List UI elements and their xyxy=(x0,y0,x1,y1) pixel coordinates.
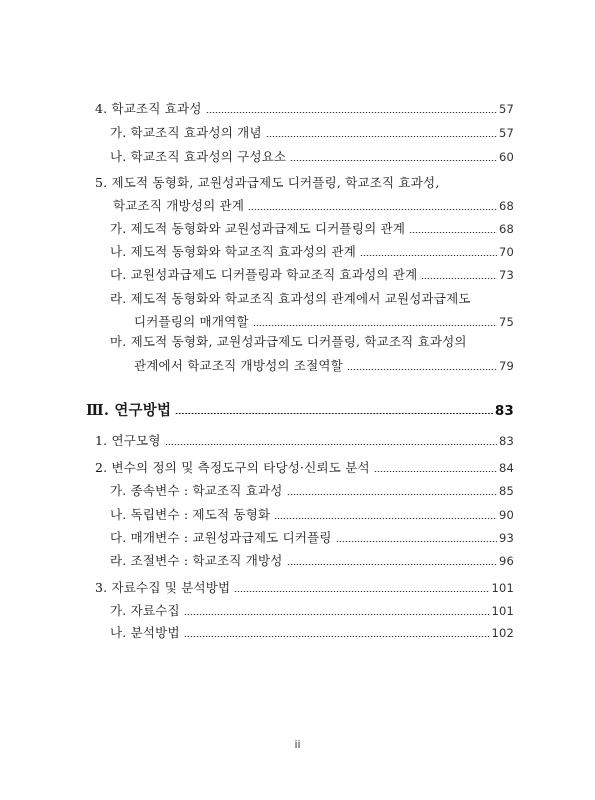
toc-entry xyxy=(110,530,514,546)
toc-entry-continuation xyxy=(113,198,514,214)
dot-leader xyxy=(253,325,497,326)
toc-entry-page: 68 xyxy=(498,222,514,236)
toc-entry-page: 57 xyxy=(498,126,514,140)
toc-entry xyxy=(110,603,514,619)
toc-entry-title: 다. 매개변수 : 교원성과급제도 디커플링 xyxy=(110,530,332,545)
toc-entry xyxy=(110,291,471,307)
toc-entry xyxy=(110,267,514,283)
dot-leader xyxy=(248,209,497,210)
toc-entry-page: 90 xyxy=(498,508,514,522)
toc-entry-page: 68 xyxy=(498,199,514,213)
dot-leader xyxy=(347,369,497,370)
toc-entry-title: 나. 제도적 동형화와 학교조직 효과성의 관계 xyxy=(110,244,356,259)
toc-entry xyxy=(110,507,514,523)
toc-entry-title: 3. 자료수집 및 분석방법 xyxy=(95,580,231,595)
toc-entry-title: 5. 제도적 동형화, 교원성과급제도 디커플링, 학교조직 효과성, xyxy=(95,175,440,190)
dot-leader xyxy=(274,518,497,519)
toc-entry-page: 93 xyxy=(498,531,514,545)
toc-entry-continuation xyxy=(134,358,514,374)
toc-entry-continuation xyxy=(134,314,514,330)
toc-entry-page: 73 xyxy=(498,268,514,282)
toc-entry-title: 학교조직 개방성의 관계 xyxy=(113,198,245,213)
toc-entry-title: 나. 분석방법 xyxy=(110,625,180,640)
toc-entry-title: 디커플링의 매개역할 xyxy=(134,314,249,329)
toc-entry xyxy=(95,175,440,191)
toc-entry xyxy=(110,125,514,141)
toc-entry-title: 4. 학교조직 효과성 xyxy=(95,101,202,116)
toc-entry-title: 나. 독립변수 : 제도적 동형화 xyxy=(110,507,271,522)
dot-leader xyxy=(421,278,497,279)
toc-entry-title: 다. 교원성과급제도 디커플링과 학교조직 효과성의 관계 xyxy=(110,267,418,282)
toc-entry-page: 57 xyxy=(498,102,514,116)
toc-entry-page: 96 xyxy=(498,554,514,568)
dot-leader xyxy=(184,636,490,637)
toc-entry-page: 101 xyxy=(491,581,514,595)
toc-entry-page: 85 xyxy=(498,484,514,498)
toc-entry-page: 83 xyxy=(494,403,514,419)
dot-leader xyxy=(374,471,497,472)
toc-entry-title: 나. 학교조직 효과성의 구성요소 xyxy=(110,149,287,164)
toc-entry-page: 101 xyxy=(491,604,514,618)
toc-entry-page: 79 xyxy=(498,359,514,373)
toc-entry-page: 70 xyxy=(498,245,514,259)
toc-entry-title: Ⅲ. 연구방법 xyxy=(86,402,172,419)
toc-entry-page: 60 xyxy=(498,150,514,164)
toc-entry xyxy=(110,244,514,260)
page-number: ii xyxy=(294,738,301,751)
dot-leader xyxy=(184,614,490,615)
toc-entry-title: 관계에서 학교조직 개방성의 조절역할 xyxy=(134,358,343,373)
toc-entry-title: 가. 자료수집 xyxy=(110,603,180,618)
toc-entry xyxy=(110,149,514,165)
toc-chapter-heading xyxy=(86,403,514,419)
toc-entry xyxy=(95,580,514,596)
dot-leader xyxy=(287,494,497,495)
dot-leader xyxy=(360,255,497,256)
toc-entry-page: 83 xyxy=(498,434,514,448)
dot-leader xyxy=(234,591,489,592)
toc-entry-title: 가. 학교조직 효과성의 개념 xyxy=(110,125,262,140)
toc-entry xyxy=(110,625,514,641)
dot-leader xyxy=(206,112,497,113)
toc-entry-page: 102 xyxy=(491,626,514,640)
toc-entry xyxy=(110,553,514,569)
toc-entry xyxy=(110,221,514,237)
toc-entry-title: 마. 제도적 동형화, 교원성과급제도 디커플링, 학교조직 효과성의 xyxy=(110,334,467,349)
toc-entry xyxy=(95,460,514,476)
dot-leader xyxy=(175,413,493,414)
dot-leader xyxy=(165,444,497,445)
toc-entry xyxy=(95,101,514,117)
dot-leader xyxy=(290,160,497,161)
toc-entry xyxy=(110,483,514,499)
toc-entry-page: 84 xyxy=(498,461,514,475)
toc-entry-title: 가. 종속변수 : 학교조직 효과성 xyxy=(110,483,283,498)
toc-entry xyxy=(110,334,467,350)
toc-entry-page: 75 xyxy=(498,315,514,329)
dot-leader xyxy=(336,541,497,542)
toc-entry xyxy=(95,433,514,449)
dot-leader xyxy=(266,136,497,137)
dot-leader xyxy=(287,564,497,565)
toc-entry-title: 라. 조절변수 : 학교조직 개방성 xyxy=(110,553,283,568)
toc-entry-title: 2. 변수의 정의 및 측정도구의 타당성·신뢰도 분석 xyxy=(95,460,370,475)
dot-leader xyxy=(409,232,497,233)
toc-entry-title: 1. 연구모형 xyxy=(95,433,161,448)
toc-entry-title: 가. 제도적 동형화와 교원성과급제도 디커플링의 관계 xyxy=(110,221,406,236)
toc-entry-title: 라. 제도적 동형화와 학교조직 효과성의 관계에서 교원성과급제도 xyxy=(110,291,471,306)
